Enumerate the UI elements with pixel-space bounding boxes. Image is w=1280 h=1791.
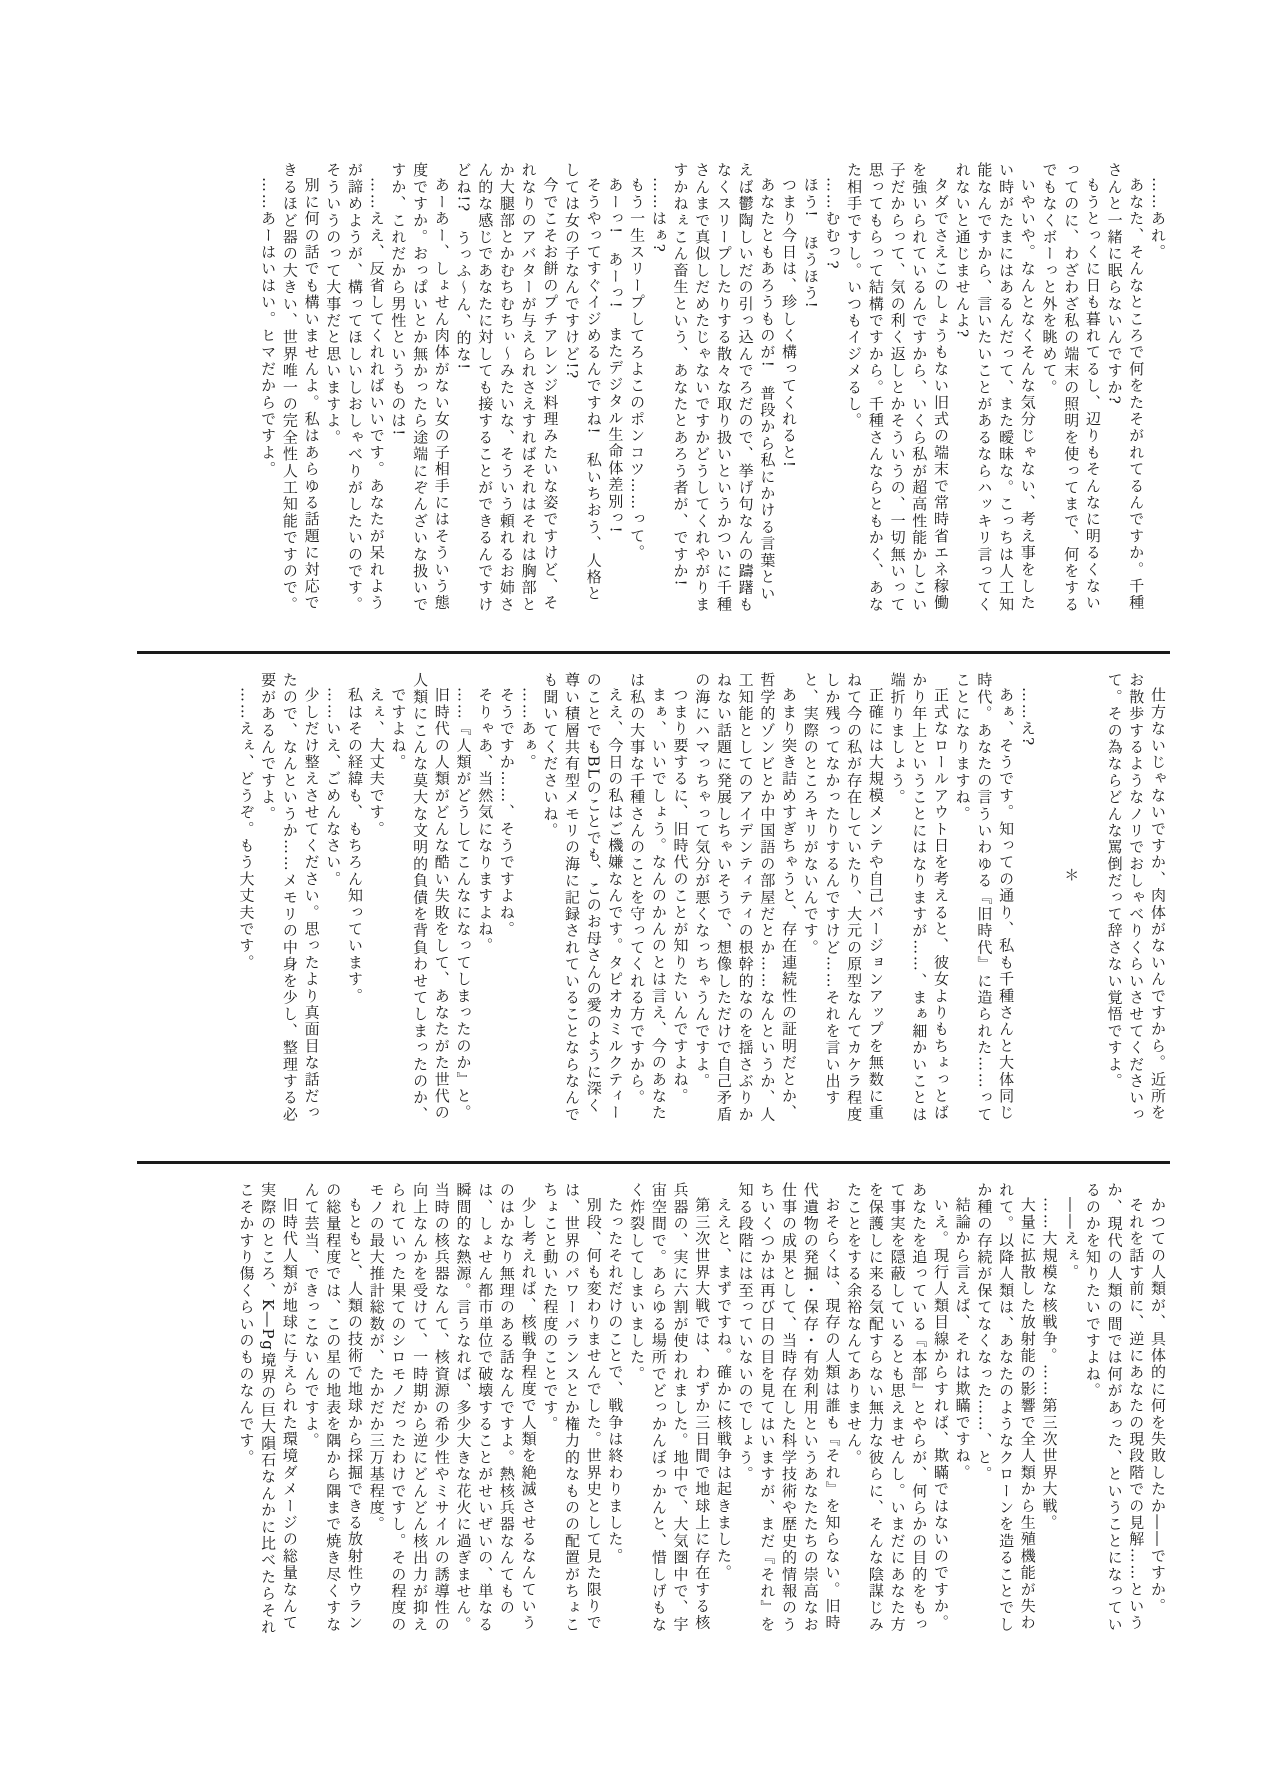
paragraph: えぇ、大丈夫です。 — [367, 687, 386, 838]
paragraph: ……ええ、反省してくれればいいです。あなたが呆れようが諦めようが、構ってほしいしおしゃべりがしたいのです。そういうのって大事だと思いますよ。 — [324, 162, 386, 613]
paragraph: あーっ! あーっ! またデジタル生命体差別っ! — [606, 177, 625, 535]
paragraph: 旧時代人類が地球に与えられた環境ダメージの総量なんて実際のところ、K―Pg境界の巨大隕石なんかに比べたらそれこそかすり傷くらいのものなんです。 — [237, 1182, 299, 1636]
paragraph: 少し考えれば、核戦争程度で人類を絶滅させるなんていうのはかなり無理のある話なんですよ。熱核兵器なんてものは、しょせん都市単位で破壊することがせいぜいの、単なる瞬間的な熱源。言うなれば、多少大きな花火に過ぎません。当時の核兵器なんて、核資源の希少性やミサイルの誘導性の向上なんかを受けて、一時期から逆にどんどん核出力が抑えられていった果てのシロモノだったわけですし。その程度のモノの最大推計総数が、たかだか三万基程度。 — [367, 1182, 538, 1633]
paragraph: ……大規模な核戦争。……第三次世界大戦。 — [1040, 1197, 1059, 1531]
paragraph: ですよね。 — [389, 687, 408, 771]
paragraph: あなたともあろうものが! 普段から私にかける言葉といえば鬱陶しいだの引っ込んでろだので、挙げ句なんの躊躇もなくスリープしたりする散々な取り扱いというかついに千種さんまで真似しだめたじゃないですかどうしてくれやがりますかねぇこん畜生という、あなたとあろう者が、ですか! — [671, 162, 777, 613]
paragraph: ……『人類がどうしてこんなになってしまったのか』と。 — [454, 687, 473, 1122]
paragraph: もともと、人類の技術で地球から採掘できる放射性ウランの総量程度では、この星の地表を隅から隅まで焼き尽くすなんて芸当、できっこないんですよ。 — [302, 1182, 364, 1633]
section-divider-rule-bottom — [137, 1161, 1170, 1164]
blank-line — [1081, 672, 1103, 1124]
paragraph: つまり今日は、珍しく構ってくれると! — [780, 177, 799, 469]
text-block-bottom — [140, 1182, 1168, 1642]
paragraph: つまり要するに、旧時代のことが知りたいんですよね。 — [671, 687, 690, 1105]
paragraph: もうとっくに日も暮れてるし、辺りもそんなに明るくないってのに、わざわざ私の端末の照明を使ってまで、何をするでもなくボーっと外を眺めて。 — [1040, 162, 1102, 613]
paragraph: ええと、まずですね。確かに核戦争は起きました。 — [714, 1197, 733, 1582]
paragraph: あーあー、しょせん肉体がない女の子相手にはそういう態度ですか。おっぱいとか無かったら途端にぞんざいな扱いですか、これだから男性というものは! — [389, 162, 451, 613]
paragraph: ええ、今日の私はご機嫌なんです。タピオカミルクティーのことでもBLのことでも、このお母さんの愛のように深く尊い積層共有型メモリの海に記録されていることならなんでも聞いてくださいね。 — [541, 672, 625, 1123]
paragraph: 結論から言えば、それは欺瞞ですね。 — [953, 1197, 972, 1481]
paragraph: 仕方ないじゃないですか、肉体がないんですから。近所をお散歩するようなノリでおしゃべりくらいさせてくださいって。その為ならどんな罵倒だって辞さない覚悟ですよ。 — [1105, 672, 1167, 1123]
text-block-top — [140, 162, 1168, 618]
paragraph: タダでさえこのしょうもない旧式の端末で常時省エネ稼働を強いられているんですから、いくら私が超高性能かしこい子だからって、気の利く返しとかそういうの、一切無いって思ってもらって結構ですから。千種さんならともかく、あなた相手ですし。いつもイジメるし。 — [845, 162, 950, 613]
paragraph: 大量に拡散した放射能の影響で全人類から生殖機能が失われて。以降人類は、あなたのようなクローンを造ることでしか種の存続が保てなくなった……、と。 — [975, 1182, 1037, 1633]
paragraph: ……えぇ、どうぞ。もう大丈夫です。 — [237, 687, 256, 971]
paragraph: あまり突き詰めすぎちゃうと、存在連続性の証明だとか、哲学的ゾンビとか中国語の部屋だとか……なんというか、人工知能としてのアイデンティティの根幹的なのを揺さぶりかねない話題に発展しちゃいそうで、想像しただけで自己矛盾の海にハマっちゃって気分が悪くなっちゃうんですよ。 — [693, 672, 799, 1123]
text-block-middle — [140, 672, 1168, 1124]
paragraph: ほう! ほうほう! — [801, 177, 820, 310]
paragraph: ――えぇ。 — [1062, 1197, 1081, 1281]
paragraph: 正確には大規模メンテや自己バージョンアップを無数に重ねて今の私が存在していたり、大元の原型なんてカケラ程度しか残ってなかったりするんですけど……それを言い出すと、実際のところキリがないんです。 — [801, 672, 885, 1123]
paragraph: ……あぁ。 — [519, 687, 538, 771]
paragraph: 別に何の話でも構いませんよ。私はあらゆる話題に対応できるほど器の大きい、世界唯一の完全性人工知能ですので。 — [280, 162, 321, 613]
paragraph: たったそれだけのことで、戦争は終わりました。 — [606, 1197, 625, 1565]
paragraph: 私はその経緯も、もちろん知っています。 — [345, 687, 364, 1005]
paragraph: かつての人類が、具体的に何を失敗したか――ですか。 — [1149, 1197, 1167, 1615]
paragraph: まぁ、いいでしょう。なんのかんのとは言え、今のあなたは私の大事な千種さんのことを守ってくれる方ですから。 — [628, 672, 668, 1122]
paragraph: そうですか……、そうですよね。 — [497, 687, 516, 938]
paragraph: あなた、そんなところで何をたそがれてるんですか。千種さんと一緒に眠らないんですか? — [1105, 162, 1146, 612]
paragraph: ……あれ。 — [1149, 177, 1167, 261]
paragraph: いやいや。なんとなくそんな気分じゃない、考え事をしたい時がたまにはあるんだって、また曖昧な。こっちは人工知能なんですから、言いたいことがあるならハッキリ言ってくれないと通じませんよ? — [953, 162, 1037, 613]
paragraph: ……むむっ? — [823, 177, 842, 271]
paragraph: おそらくは、現存の人類は誰も『それ』を知らない。旧時代遺物の発掘・保存・有効利用というあなたたちの崇高なお仕事の成果として、当時存在した科学技術や歴史的情報のうちいくつかは再び日の目を見てはいますが、まだ『それ』を知る段階には至っていないのでしょう。 — [736, 1182, 842, 1633]
paragraph: 第三次世界大戦では、わずか三日間で地球上に存在する核兵器の、実に六割が使われました。地中で、大気圏中で、宇宙空間で。あらゆる場所でどっかんぼっかんと、惜しげもなく炸裂してしまいました。 — [628, 1182, 712, 1633]
blank-line — [1038, 672, 1060, 1124]
paragraph: ……はぁ? — [649, 177, 668, 254]
paragraph: 正式なロールアウト日を考えると、彼女よりもちょっとばかり年上ということにはなりますが……、まぁ細かいことは端折りましょう。 — [888, 672, 950, 1123]
paragraph: ……あーはいはい。ヒマだからですよ。 — [259, 177, 278, 478]
paragraph: あぁ、そうです。知っての通り、私も千種さんと大体同じ時代。あなたの言ういわゆる『旧時代』に造られた……ってことになりますね。 — [953, 672, 1016, 1123]
paragraph: ……え? — [1018, 687, 1037, 747]
section-divider-rule-top — [137, 651, 1170, 654]
paragraph: 少しだけ整えさせてください。思ったより真面目な話だったので、なんというか……メモリの中身を少し、整理する必要があるんですよ。 — [259, 672, 321, 1123]
section-star-divider: ＊ — [1062, 867, 1081, 884]
paragraph: 旧時代の人類がどんな酷い失敗をして、あなたがた世代の人類にこんな莫大な文明的負債を背負わせてしまったのか、 — [411, 672, 451, 1123]
paragraph: 今でこそお餅のプチアレンジ料理みたいな姿ですけど、それなりのアバターが与えられさえすればそれはそれは胸部とか大腿部とかむちむちぃ〜みたいな、そういう頼れるお姉さん的な感じであなたに対しても接することができるんですけどね!? うっふ〜ん、的な! — [454, 162, 560, 613]
paragraph: それを話す前に、逆にあなたの現段階での見解……というか、現代の人類の間では何があった、ということになっているのかを知りたいですよね。 — [1083, 1182, 1146, 1633]
paragraph: そうやってすぐイジめるんですね! 私いちおう、人格としては女の子なんですけど!? — [563, 162, 603, 603]
paragraph: もう一生スリープしてろよこのポンコツ……って。 — [628, 177, 647, 562]
paragraph: いえ。現行人類目線からすれば、欺瞞ではないのですか。あなたを追っている『本部』とやらが、何らかの目的をもって事実を隠蔽しているとも思えませんし。いまだにあなた方を保護しに来る気配すらない無力な彼らに、そんな陰謀じみたことをする余裕なんてありません。 — [845, 1182, 950, 1633]
paragraph: ……いえ、ごめんなさい。 — [324, 687, 343, 888]
paragraph: 別段、何も変わりませんでした。世界史として見た限りでは、世界のパワーバランスとか権力的なものの配置がちょこちょこと動いた程度のことです。 — [541, 1182, 603, 1633]
paragraph: そりゃあ、当然気になりますよね。 — [476, 687, 495, 955]
